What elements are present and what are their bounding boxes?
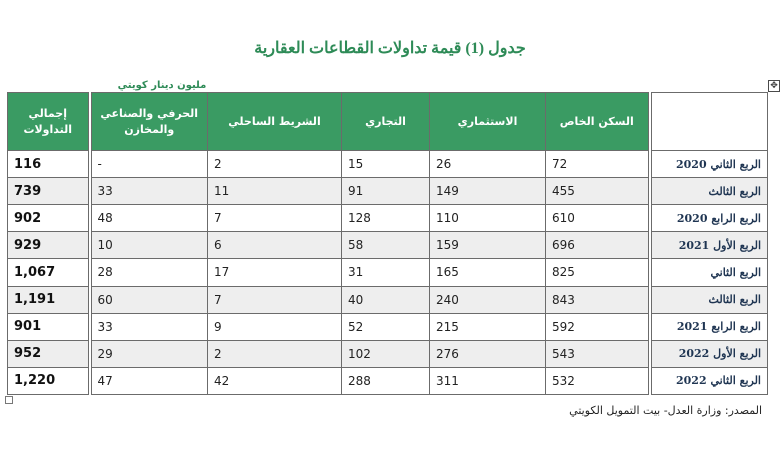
row-label: الربع الرابع 2021 [650,313,768,340]
cell: 11 [208,178,342,205]
cell: 6 [208,232,342,259]
table-row [8,313,768,340]
cell: 9 [208,313,342,340]
row-label: الربع الرابع 2020 [650,205,768,232]
cell: 455 [546,178,650,205]
total-cell: 739 [8,178,90,205]
row-label: الربع الثاني 2022 [650,367,768,394]
table-title: جدول (1) قيمة تداولات القطاعات العقارية [254,40,526,57]
cell: 7 [208,205,342,232]
table-row [8,259,768,286]
cell: 52 [342,313,430,340]
row-label: الربع الثالث [650,286,768,313]
cell: 17 [208,259,342,286]
table-row [8,232,768,259]
cell: 33 [90,313,208,340]
cell: 102 [342,340,430,367]
cell: 276 [430,340,546,367]
total-cell: 902 [8,205,90,232]
total-cell: 901 [8,313,90,340]
total-cell: 116 [8,151,90,178]
table-row [8,178,768,205]
table-row [8,367,768,394]
row-label: الربع الثالث [650,178,768,205]
total-cell: 1,067 [8,259,90,286]
cell: - [90,151,208,178]
column-header: إجمالي التداولات [8,93,90,151]
corner-cell [650,93,768,151]
cell: 7 [208,286,342,313]
move-handle-icon[interactable]: ✥ [768,80,780,92]
table-row [8,286,768,313]
cell: 60 [90,286,208,313]
unit-note: مليون دينار كويتي [117,80,207,91]
source-note: المصدر: وزارة العدل- بيت التمويل الكويتي [569,404,762,417]
row-label: الربع الأول 2022 [650,340,768,367]
cell: 311 [430,367,546,394]
cell: 40 [342,286,430,313]
cell: 288 [342,367,430,394]
cell: 15 [342,151,430,178]
cell: 29 [90,340,208,367]
cell: 610 [546,205,650,232]
cell: 149 [430,178,546,205]
row-label: الربع الثاني 2020 [650,151,768,178]
trading-table [7,92,768,395]
cell: 72 [546,151,650,178]
cell: 843 [546,286,650,313]
row-label: الربع الأول 2021 [650,232,768,259]
cell: 110 [430,205,546,232]
total-cell: 1,191 [8,286,90,313]
cell: 215 [430,313,546,340]
resize-handle-icon[interactable] [5,396,13,404]
cell: 532 [546,367,650,394]
column-header: الحرفي والصناعي والمخازن [90,93,208,151]
row-label: الربع الثاني [650,259,768,286]
cell: 47 [90,367,208,394]
column-header: الشريط الساحلي [208,93,342,151]
table-row [8,340,768,367]
cell: 696 [546,232,650,259]
cell: 128 [342,205,430,232]
cell: 240 [430,286,546,313]
column-header: السكن الخاص [546,93,650,151]
cell: 31 [342,259,430,286]
table-row [8,205,768,232]
cell: 42 [208,367,342,394]
cell: 33 [90,178,208,205]
column-header: التجاري [342,93,430,151]
cell: 159 [430,232,546,259]
cell: 2 [208,151,342,178]
cell: 58 [342,232,430,259]
cell: 48 [90,205,208,232]
total-cell: 929 [8,232,90,259]
header-row [8,93,768,151]
cell: 543 [546,340,650,367]
cell: 2 [208,340,342,367]
total-cell: 1,220 [8,367,90,394]
cell: 26 [430,151,546,178]
cell: 91 [342,178,430,205]
cell: 10 [90,232,208,259]
table-row [8,151,768,178]
total-cell: 952 [8,340,90,367]
column-header: الاستثماري [430,93,546,151]
cell: 592 [546,313,650,340]
cell: 28 [90,259,208,286]
cell: 165 [430,259,546,286]
cell: 825 [546,259,650,286]
